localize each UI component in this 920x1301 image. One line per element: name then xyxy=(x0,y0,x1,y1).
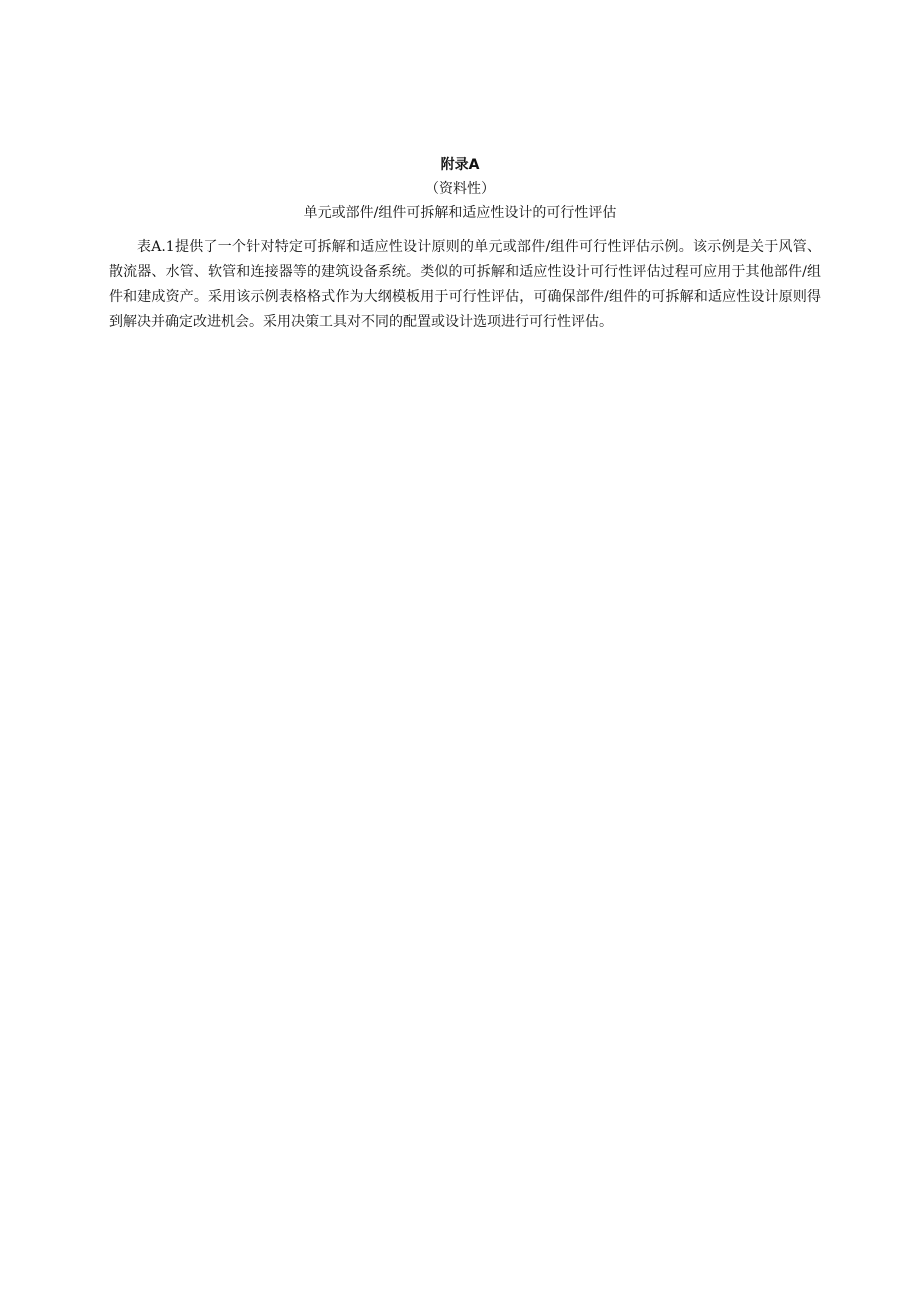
appendix-heading xyxy=(0,155,920,227)
body-paragraph: 表A.1提供了一个针对特定可拆解和适应性设计原则的单元或部件/组件可行性评估示例。该示例是关于风管、散流器、水管、软管和连接器等的建筑设备系统。类似的可拆解和适应性设计可行性评估过程可应用于其他部件/组件和建成资产。采用该示例表格格式作为大纲模板用于可行性评估，可确保部件/组件的可拆解和适应性设计原则得到解决并确定改进机会。采用决策工具对不同的配置或设计选项进行可行性评估。 xyxy=(109,239,821,330)
appendix-subject: 单元或部件/组件可拆解和适应性设计的可行性评估 xyxy=(303,205,617,221)
appendix-nature: （资料性） xyxy=(425,181,495,197)
appendix-title: 附录A xyxy=(440,157,480,173)
